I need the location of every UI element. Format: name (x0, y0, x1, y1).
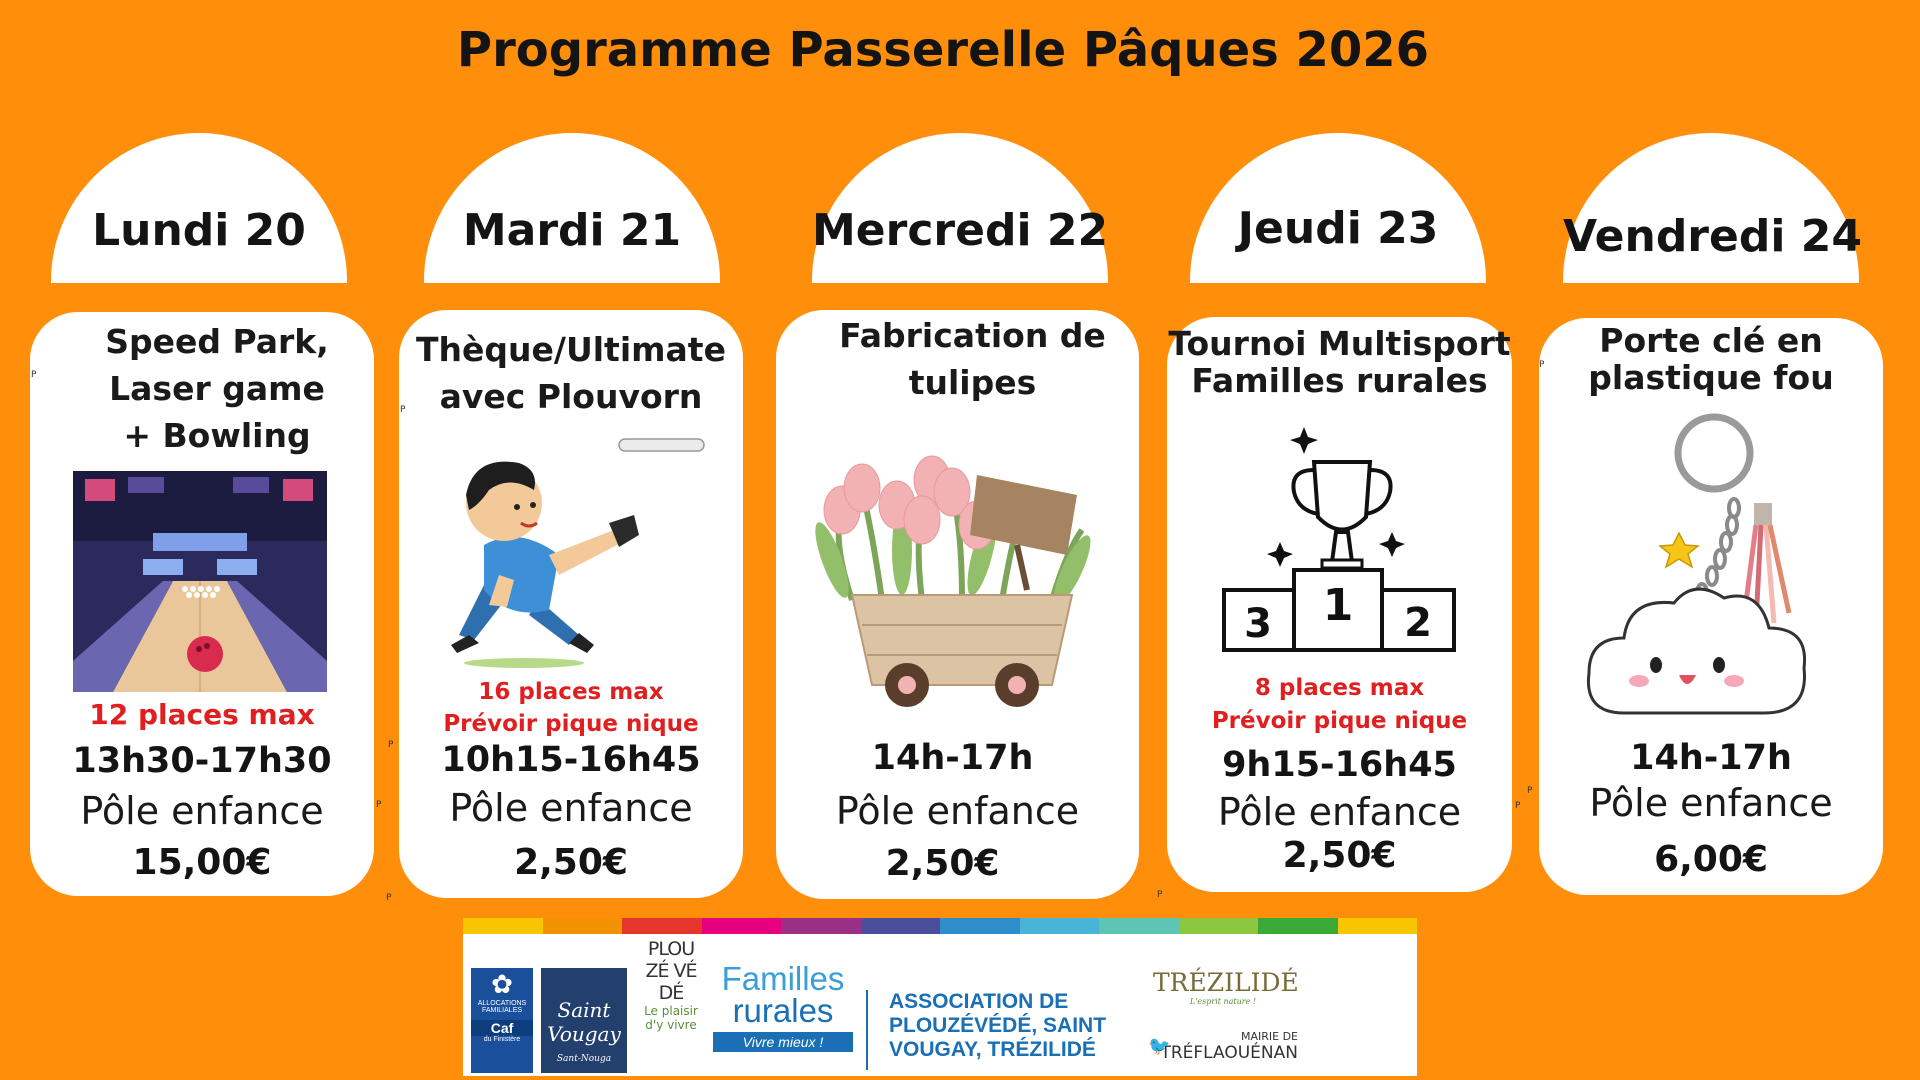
day-label: Jeudi 23 (1237, 203, 1439, 254)
page-title: Programme Passerelle Pâques 2026 (456, 22, 1430, 78)
day-header-thursday (1190, 133, 1486, 283)
places-max: 12 places max (89, 698, 315, 731)
price: 6,00€ (1654, 839, 1768, 880)
location: Pôle enfance (1589, 781, 1833, 825)
stray-mark: P (388, 740, 394, 750)
hours: 14h-17h (871, 738, 1034, 778)
hours: 10h15-16h45 (441, 740, 701, 780)
plouzevede-letters: PLOU ZÉ VÉ DÉ (645, 938, 697, 1004)
association-line2: PLOUZÉVÉDÉ, SAINT (889, 1014, 1107, 1037)
day-label: Mercredi 22 (812, 205, 1109, 256)
saint-vougay-sub: Sant-Nouga (556, 1054, 612, 1064)
treflaouenan-logo (1148, 1030, 1298, 1063)
stray-mark: P (1515, 801, 1521, 811)
trophy-podium-icon (1222, 422, 1462, 652)
activity-title: Speed Park, Laser game + Bowling (105, 322, 329, 455)
price: 15,00€ (132, 842, 272, 883)
trezilide-tagline: L'esprit nature ! (1189, 997, 1257, 1006)
activity-title: Fabrication de tulipes (839, 316, 1106, 402)
trezilide-name: TRÉZILIDÉ (1153, 968, 1299, 997)
cloud-keychain-icon (1584, 413, 1844, 733)
familles-rurales-logo (713, 962, 853, 1072)
frisbee-player-icon (429, 435, 709, 680)
association-line1: ASSOCIATION DE (889, 990, 1069, 1013)
day-header-monday (51, 133, 347, 283)
activity-card-monday (30, 312, 374, 896)
caf-line2: FAMILIALES (481, 1007, 523, 1014)
treflaouenan-line1: MAIRIE DE (1240, 1030, 1298, 1043)
stray-mark: P (1539, 360, 1545, 370)
hours: 14h-17h (1630, 738, 1792, 778)
places-max: 16 places max (478, 679, 664, 705)
activity-title: Porte clé en plastique fou (1588, 321, 1834, 397)
activity-title: Thèque/Ultimate avec Plouvorn (416, 330, 726, 416)
caf-line1: ALLOCATIONS (477, 1000, 527, 1007)
stray-mark: P (386, 893, 392, 903)
familles-rurales-name2: rurales (732, 992, 834, 1029)
places-max: 8 places max (1254, 675, 1425, 701)
hours: 9h15-16h45 (1222, 745, 1457, 785)
location: Pôle enfance (449, 786, 693, 830)
caf-line4: du Finistère (483, 1036, 521, 1043)
saint-vougay-logo (541, 968, 627, 1073)
day-label: Mardi 21 (462, 205, 682, 256)
stray-mark: P (376, 800, 382, 810)
divider (866, 990, 868, 1070)
day-header-friday (1563, 133, 1862, 283)
association-line3: VOUGAY, TRÉZILIDÉ (889, 1038, 1096, 1061)
caf-emblem-icon: ✿ (491, 969, 513, 999)
bird-icon: 🐦 (1148, 1036, 1171, 1057)
activity-card-wednesday (776, 310, 1139, 899)
price: 2,50€ (885, 843, 1000, 884)
stray-mark: P (31, 370, 37, 380)
partners-banner (463, 918, 1417, 1076)
stray-mark: P (400, 405, 406, 415)
rainbow-strip (463, 918, 1417, 934)
activity-card-thursday (1167, 317, 1512, 892)
caf-logo (471, 968, 533, 1073)
familles-rurales-name1: Familles (721, 960, 845, 997)
svg-text:3: 3 (1244, 601, 1272, 647)
svg-text:2: 2 (1404, 600, 1432, 646)
saint-vougay-name: Saint Vougay (547, 998, 621, 1046)
price: 2,50€ (1282, 835, 1397, 876)
location: Pôle enfance (1217, 790, 1462, 834)
association-name (889, 990, 1129, 1062)
svg-text:1: 1 (1322, 580, 1354, 631)
activity-title: Tournoi Multisport Familles rurales (1168, 324, 1511, 400)
price: 2,50€ (514, 842, 628, 883)
stray-mark: P (1157, 890, 1163, 900)
bring-lunch-note: Prévoir pique nique (443, 711, 699, 737)
location: Pôle enfance (835, 789, 1080, 833)
day-label: Lundi 20 (92, 205, 306, 256)
bring-lunch-note: Prévoir pique nique (1211, 708, 1468, 734)
day-label: Vendredi 24 (1563, 211, 1862, 262)
familles-rurales-tagline: Vivre mieux ! (713, 1032, 853, 1052)
plouzevede-tagline: Le plaisir d'y vivre (644, 1004, 698, 1032)
activity-card-tuesday (399, 310, 743, 898)
day-header-tuesday (424, 133, 720, 283)
caf-line3: Caf (471, 1020, 533, 1036)
hours: 13h30-17h30 (72, 741, 332, 781)
day-header-wednesday (812, 133, 1108, 283)
trezilide-logo (1153, 968, 1299, 1006)
stray-mark: P (1527, 786, 1533, 796)
bowling-alley-icon (73, 471, 327, 692)
treflaouenan-line2: TRÉFLAOUÉNAN (1160, 1043, 1298, 1063)
tulip-cart-icon (812, 430, 1102, 710)
activity-card-friday (1539, 318, 1883, 895)
location: Pôle enfance (80, 789, 324, 833)
plouzevede-logo (641, 938, 701, 1074)
